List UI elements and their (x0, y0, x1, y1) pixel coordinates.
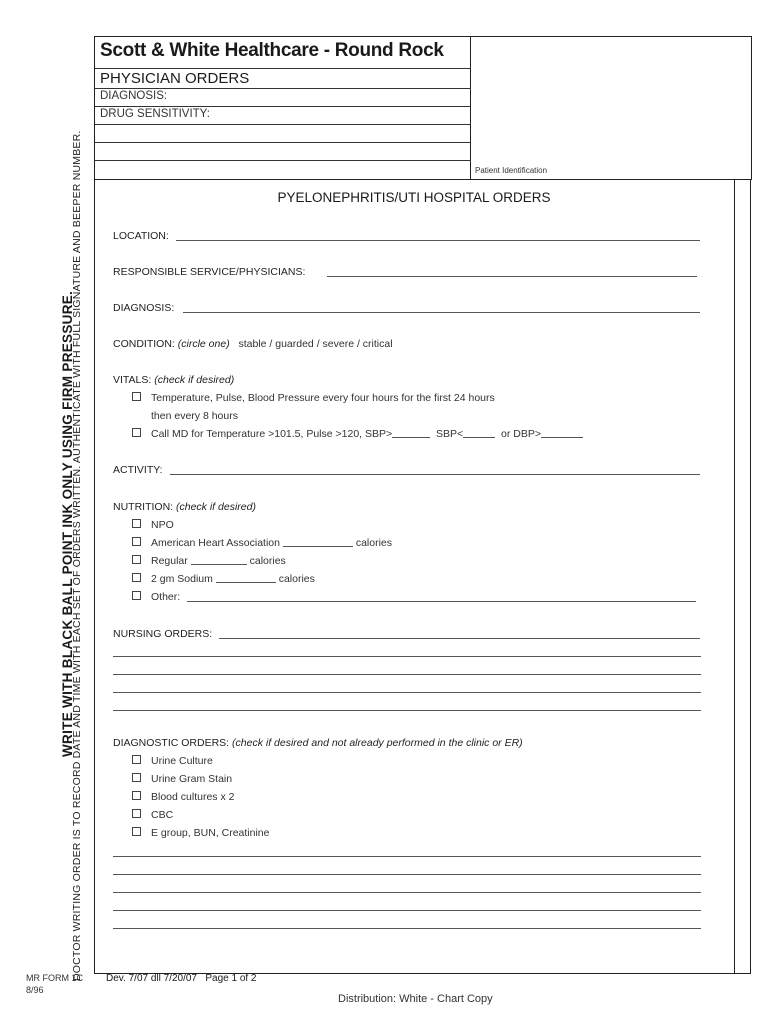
diagnosis-label: DIAGNOSIS: (113, 302, 175, 314)
nutrition-item-aha (132, 537, 392, 549)
vitals-label: VITALS: (113, 374, 152, 386)
npo-text: NPO (151, 519, 174, 531)
aha-calories-unit: calories (355, 537, 393, 549)
diagnostic-orders-line[interactable] (113, 928, 701, 929)
nursing-orders-label: NURSING ORDERS: (113, 628, 213, 640)
dbp-field[interactable] (541, 428, 583, 438)
condition-label: CONDITION: (113, 338, 175, 350)
regular-calories-field[interactable] (191, 555, 247, 565)
header-rule (94, 124, 471, 125)
aha-checkbox[interactable] (132, 537, 141, 546)
condition-hint: (circle one) (177, 338, 230, 350)
diagnostic-checkbox[interactable] (132, 773, 141, 782)
diagnostic-item-text: CBC (151, 809, 174, 821)
margin-instruction-primary: WRITE WITH BLACK BALL POINT INK ONLY USING FIRM PRESSURE. (60, 290, 75, 757)
nutrition-heading (113, 501, 256, 513)
header-rule (94, 142, 471, 143)
diagnostic-checkbox[interactable] (132, 755, 141, 764)
diagnostic-item (132, 809, 173, 821)
diagnostic-heading (113, 737, 523, 749)
other-text: Other: (151, 591, 181, 603)
diagnostic-checkbox[interactable] (132, 791, 141, 800)
diagnostic-item (132, 791, 234, 803)
diagnostic-item (132, 773, 232, 785)
form-title: PYELONEPHRITIS/UTI HOSPITAL ORDERS (277, 190, 551, 205)
header-rule (94, 106, 471, 107)
sodium-checkbox[interactable] (132, 573, 141, 582)
form-date: 8/96 (26, 985, 44, 995)
form-code: MR FORM 1C (26, 973, 83, 983)
nursing-orders-line[interactable] (113, 656, 701, 657)
org-name: Scott & White Healthcare - Round Rock (100, 40, 444, 61)
dbp-label: or DBP> (501, 428, 541, 440)
vitals-checkbox-1[interactable] (132, 392, 141, 401)
form-name: PHYSICIAN ORDERS (100, 70, 250, 87)
header-rule (94, 68, 471, 69)
activity-field[interactable] (170, 474, 700, 475)
vitals-item-1 (132, 392, 495, 404)
sodium-calories-field[interactable] (216, 573, 276, 583)
npo-checkbox[interactable] (132, 519, 141, 528)
diagnostic-checkbox[interactable] (132, 827, 141, 836)
revision-line (106, 973, 257, 984)
margin-instruction-secondary: DOCTOR WRITING ORDER IS TO RECORD DATE AND TIME WITH EACH SET OF ORDERS WRITTEN. AUTHENTICATE WITH FULL SIGNATURE AND BEEPER NUMBER. (71, 130, 83, 981)
patient-identification-label: Patient Identification (475, 166, 548, 175)
other-field[interactable] (187, 601, 696, 602)
location-field[interactable] (176, 240, 700, 241)
regular-calories-unit: calories (249, 555, 286, 567)
vitals-item-1-text: Temperature, Pulse, Blood Pressure every four hours for the first 24 hours (151, 392, 495, 404)
regular-checkbox[interactable] (132, 555, 141, 564)
vitals-checkbox-2[interactable] (132, 428, 141, 437)
header-rule (94, 160, 471, 161)
location-label: LOCATION: (113, 230, 169, 242)
aha-text: American Heart Association (151, 537, 280, 549)
diagnostic-orders-line[interactable] (113, 910, 701, 911)
diagnosis-field[interactable] (183, 312, 700, 313)
diagnostic-item-text: E group, BUN, Creatinine (151, 827, 270, 839)
header-rule (94, 88, 471, 89)
page-number: Page 1 of 2 (205, 973, 257, 984)
diagnostic-hint: (check if desired and not already performed in the clinic or ER) (232, 737, 523, 749)
diagnostic-item-text: Urine Culture (151, 755, 213, 767)
aha-calories-field[interactable] (283, 537, 353, 547)
diagnostic-orders-line[interactable] (113, 856, 701, 857)
nutrition-hint: (check if desired) (176, 501, 256, 513)
nutrition-label: NUTRITION: (113, 501, 174, 513)
vitals-item-1-cont: then every 8 hours (151, 410, 238, 422)
nursing-orders-field[interactable] (219, 638, 700, 639)
nutrition-item-sodium (132, 573, 315, 585)
distribution-note: Distribution: White - Chart Copy (338, 993, 493, 1005)
other-checkbox[interactable] (132, 591, 141, 600)
diagnostic-orders-line[interactable] (113, 892, 701, 893)
nursing-orders-line[interactable] (113, 674, 701, 675)
sodium-text: 2 gm Sodium (151, 573, 213, 585)
vitals-item-2-text: Call MD for Temperature >101.5, Pulse >120, SBP> (151, 428, 393, 440)
nursing-orders-line[interactable] (113, 710, 701, 711)
nutrition-item-npo (132, 519, 174, 531)
diagnostic-orders-line[interactable] (113, 874, 701, 875)
sbp-low-label: SBP< (436, 428, 464, 440)
vitals-heading (113, 374, 234, 386)
diagnostic-item (132, 755, 213, 767)
condition-options[interactable]: stable / guarded / severe / critical (238, 338, 393, 350)
diagnostic-item-text: Urine Gram Stain (151, 773, 233, 785)
diagnostic-label: DIAGNOSTIC ORDERS: (113, 737, 230, 749)
vitals-item-2 (132, 428, 583, 440)
diagnostic-item-text: Blood cultures x 2 (151, 791, 235, 803)
vitals-hint: (check if desired) (154, 374, 235, 386)
condition-row (113, 338, 393, 350)
revision-text: Dev. 7/07 dll 7/20/07 (106, 973, 197, 984)
responsible-field[interactable] (327, 276, 697, 277)
diagnostic-item (132, 827, 269, 839)
diagnosis-header-label: DIAGNOSIS: (100, 90, 168, 102)
nursing-orders-line[interactable] (113, 692, 701, 693)
sbp-high-field[interactable] (392, 428, 430, 438)
drug-sensitivity-label: DRUG SENSITIVITY: (100, 108, 210, 120)
responsible-label: RESPONSIBLE SERVICE/PHYSICIANS: (113, 266, 306, 278)
diagnostic-checkbox[interactable] (132, 809, 141, 818)
sbp-low-field[interactable] (463, 428, 495, 438)
activity-label: ACTIVITY: (113, 464, 163, 476)
nutrition-item-regular (132, 555, 286, 567)
regular-text: Regular (151, 555, 188, 567)
nutrition-item-other (132, 591, 180, 603)
form-right-strip (734, 180, 751, 974)
sodium-calories-unit: calories (278, 573, 315, 585)
